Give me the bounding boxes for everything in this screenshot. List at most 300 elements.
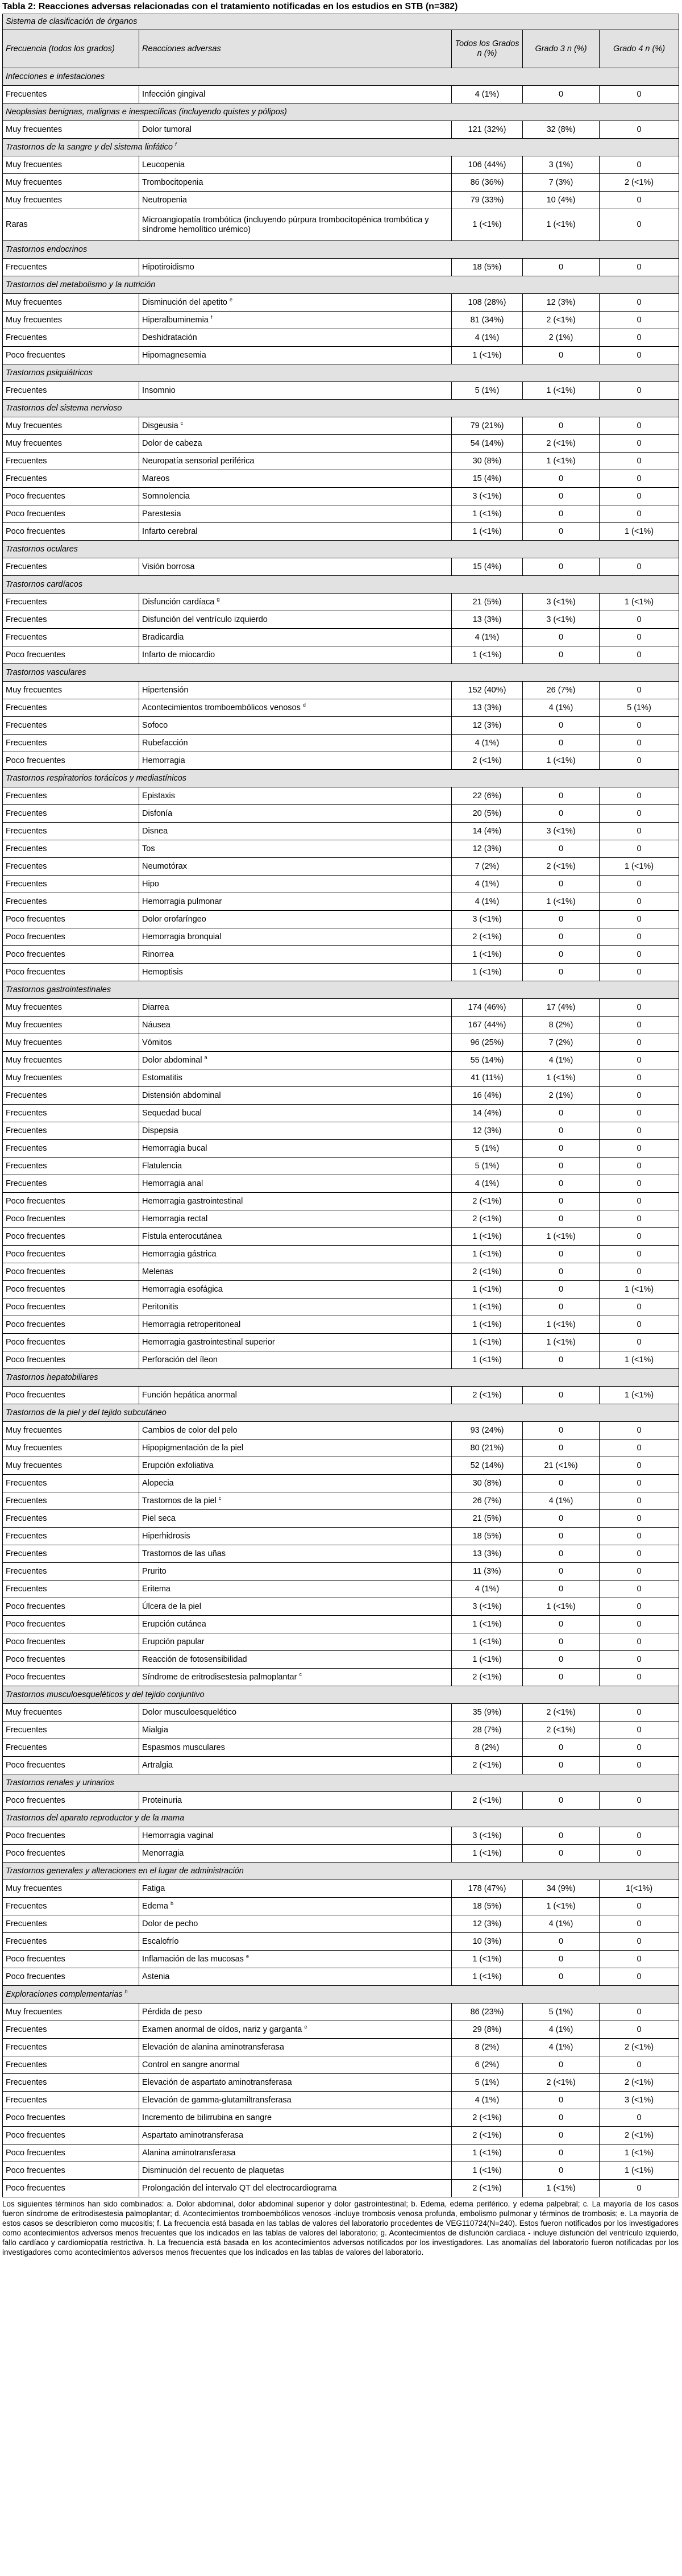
all-grades-cell: 4 (1%) — [452, 2092, 523, 2109]
table-row — [3, 1951, 679, 1968]
reaction-cell — [139, 2039, 452, 2056]
reaction-cell — [139, 805, 452, 823]
table-row — [3, 1757, 679, 1774]
grade-4-cell: 0 — [600, 911, 679, 928]
frequency-cell: Poco frecuentes — [3, 1651, 139, 1669]
reaction-cell — [139, 1722, 452, 1739]
reaction-cell — [139, 1457, 452, 1475]
reaction-cell — [139, 999, 452, 1017]
section-label: Trastornos renales y urinarios — [6, 1778, 114, 1787]
grade-4-cell: 0 — [600, 946, 679, 964]
reaction-label: Vómitos — [142, 1038, 172, 1047]
table-row — [3, 629, 679, 646]
table-row — [3, 1175, 679, 1193]
all-grades-cell: 3 (<1%) — [452, 1598, 523, 1616]
reaction-label: Náusea — [142, 1020, 170, 1030]
all-grades-cell: 21 (5%) — [452, 1510, 523, 1528]
grade-4-cell: 0 — [600, 1651, 679, 1669]
grade-3-cell: 1 (<1%) — [523, 893, 600, 911]
grade-4-cell: 0 — [600, 1034, 679, 1052]
reaction-label: Prolongación del intervalo QT del electrocardiograma — [142, 2183, 337, 2193]
reaction-cell — [139, 312, 452, 329]
reaction-label: Hemorragia — [142, 756, 185, 765]
table-row — [3, 1069, 679, 1087]
grade-4-cell: 2 (<1%) — [600, 2074, 679, 2092]
reaction-cell — [139, 294, 452, 312]
all-grades-cell: 96 (25%) — [452, 1034, 523, 1052]
section-label: Trastornos hepatobiliares — [6, 1372, 98, 1382]
all-grades-cell: 86 (23%) — [452, 2003, 523, 2021]
reaction-cell — [139, 2127, 452, 2144]
reaction-cell — [139, 1510, 452, 1528]
frequency-cell: Frecuentes — [3, 1545, 139, 1563]
reaction-cell — [139, 329, 452, 347]
all-grades-cell: 167 (44%) — [452, 1017, 523, 1034]
reaction-label: Hemorragia bronquial — [142, 932, 222, 941]
reaction-cell — [139, 2056, 452, 2074]
grade-4-cell: 0 — [600, 1193, 679, 1210]
reaction-cell — [139, 2180, 452, 2197]
frequency-cell: Poco frecuentes — [3, 2144, 139, 2162]
frequency-cell: Frecuentes — [3, 893, 139, 911]
reaction-cell — [139, 505, 452, 523]
grade-4-cell: 0 — [600, 382, 679, 400]
section-name — [3, 68, 679, 86]
reaction-cell — [139, 209, 452, 241]
frequency-cell: Muy frecuentes — [3, 999, 139, 1017]
all-grades-cell: 12 (3%) — [452, 1122, 523, 1140]
section-label: Trastornos del aparato reproductor y de la mama — [6, 1813, 185, 1823]
frequency-cell: Muy frecuentes — [3, 435, 139, 453]
footnote-marker: e — [304, 2023, 307, 2030]
all-grades-cell: 1 (<1%) — [452, 1316, 523, 1334]
table-row — [3, 893, 679, 911]
footnote-marker: c — [180, 420, 184, 426]
table-row — [3, 488, 679, 505]
table-row — [3, 594, 679, 611]
frequency-cell: Muy frecuentes — [3, 1704, 139, 1722]
grade-3-cell: 1 (<1%) — [523, 1228, 600, 1246]
frequency-cell: Poco frecuentes — [3, 1845, 139, 1862]
grade-4-cell: 2 (<1%) — [600, 174, 679, 192]
table-row — [3, 1845, 679, 1862]
all-grades-cell: 8 (2%) — [452, 2039, 523, 2056]
grade-3-cell: 21 (<1%) — [523, 1457, 600, 1475]
grade-4-cell: 0 — [600, 840, 679, 858]
frequency-cell: Poco frecuentes — [3, 946, 139, 964]
reaction-label: Hipotiroidismo — [142, 262, 194, 272]
frequency-cell: Frecuentes — [3, 2074, 139, 2092]
frequency-cell: Poco frecuentes — [3, 1334, 139, 1351]
grade-4-cell: 0 — [600, 1069, 679, 1087]
section-name — [3, 139, 679, 156]
frequency-cell: Frecuentes — [3, 2056, 139, 2074]
reaction-cell — [139, 699, 452, 717]
table-row — [3, 1193, 679, 1210]
all-grades-cell: 14 (4%) — [452, 823, 523, 840]
reaction-cell — [139, 1845, 452, 1862]
table-row — [3, 840, 679, 858]
grade-4-cell: 0 — [600, 347, 679, 364]
all-grades-cell: 93 (24%) — [452, 1422, 523, 1440]
section-label: Trastornos vasculares — [6, 667, 86, 677]
all-grades-cell: 11 (3%) — [452, 1563, 523, 1581]
reaction-cell — [139, 1440, 452, 1457]
table-row — [3, 699, 679, 717]
reaction-cell — [139, 1739, 452, 1757]
all-grades-cell: 5 (1%) — [452, 2074, 523, 2092]
grade-3-cell: 0 — [523, 1792, 600, 1810]
frequency-cell: Poco frecuentes — [3, 1263, 139, 1281]
grade-3-cell: 0 — [523, 1475, 600, 1492]
grade-4-cell: 0 — [600, 1545, 679, 1563]
section-name — [3, 276, 679, 294]
section-row — [3, 1862, 679, 1880]
all-grades-cell: 80 (21%) — [452, 1440, 523, 1457]
all-grades-cell: 14 (4%) — [452, 1105, 523, 1122]
table-row — [3, 86, 679, 103]
grade-4-cell: 0 — [600, 86, 679, 103]
frequency-cell: Poco frecuentes — [3, 1757, 139, 1774]
all-grades-cell: 26 (7%) — [452, 1492, 523, 1510]
reaction-cell — [139, 121, 452, 139]
grade-4-cell: 0 — [600, 2109, 679, 2127]
grade-4-cell: 0 — [600, 1739, 679, 1757]
table-row — [3, 611, 679, 629]
reaction-cell — [139, 1651, 452, 1669]
all-grades-cell: 5 (1%) — [452, 1140, 523, 1158]
header-reaction: Reacciones adversas — [139, 30, 452, 68]
section-row — [3, 276, 679, 294]
section-name — [3, 364, 679, 382]
reaction-label: Deshidratación — [142, 333, 197, 342]
reaction-cell — [139, 682, 452, 699]
reaction-label: Astenia — [142, 1972, 170, 1981]
reaction-cell — [139, 1158, 452, 1175]
table-row — [3, 1263, 679, 1281]
all-grades-cell: 12 (3%) — [452, 1915, 523, 1933]
all-grades-cell: 1 (<1%) — [452, 1633, 523, 1651]
section-name — [3, 1774, 679, 1792]
all-grades-cell: 4 (1%) — [452, 1175, 523, 1193]
grade-3-cell: 0 — [523, 1122, 600, 1140]
reaction-label: Hemoptisis — [142, 967, 183, 977]
all-grades-cell: 10 (3%) — [452, 1933, 523, 1951]
reaction-label: Hipopigmentación de la piel — [142, 1443, 244, 1453]
reaction-cell — [139, 382, 452, 400]
reaction-cell — [139, 1475, 452, 1492]
grade-3-cell: 1 (<1%) — [523, 752, 600, 770]
all-grades-cell: 18 (5%) — [452, 259, 523, 276]
section-label: Trastornos de la sangre y del sistema linfático — [6, 142, 173, 152]
reaction-label: Dolor de cabeza — [142, 438, 202, 448]
table-row — [3, 1140, 679, 1158]
grade-3-cell: 0 — [523, 1351, 600, 1369]
grade-4-cell: 0 — [600, 312, 679, 329]
section-name — [3, 576, 679, 594]
grade-4-cell: 0 — [600, 682, 679, 699]
all-grades-cell: 174 (46%) — [452, 999, 523, 1017]
footnote-marker: f — [210, 314, 213, 320]
grade-4-cell: 0 — [600, 1440, 679, 1457]
frequency-cell: Poco frecuentes — [3, 1669, 139, 1686]
grade-4-cell: 0 — [600, 1827, 679, 1845]
reaction-cell — [139, 523, 452, 541]
all-grades-cell: 81 (34%) — [452, 312, 523, 329]
all-grades-cell: 2 (<1%) — [452, 752, 523, 770]
grade-3-cell: 0 — [523, 928, 600, 946]
table-row — [3, 2180, 679, 2197]
frequency-cell: Frecuentes — [3, 1722, 139, 1739]
grade-4-cell: 0 — [600, 505, 679, 523]
reaction-label: Alanina aminotransferasa — [142, 2148, 236, 2158]
grade-3-cell: 1 (<1%) — [523, 1069, 600, 1087]
reaction-label: Síndrome de eritrodisestesia palmoplantar — [142, 1672, 297, 1682]
frequency-cell: Poco frecuentes — [3, 1598, 139, 1616]
grade-4-cell: 0 — [600, 329, 679, 347]
frequency-cell: Frecuentes — [3, 840, 139, 858]
reaction-label: Dispepsia — [142, 1126, 178, 1135]
reaction-cell — [139, 488, 452, 505]
grade-3-cell: 3 (<1%) — [523, 594, 600, 611]
grade-4-cell: 0 — [600, 1228, 679, 1246]
grade-3-cell: 4 (1%) — [523, 2039, 600, 2056]
grade-3-cell: 0 — [523, 1616, 600, 1633]
frequency-cell: Frecuentes — [3, 1475, 139, 1492]
grade-3-cell: 0 — [523, 1739, 600, 1757]
table-row — [3, 735, 679, 752]
all-grades-cell: 108 (28%) — [452, 294, 523, 312]
reaction-cell — [139, 1898, 452, 1915]
table-row — [3, 1281, 679, 1299]
grade-4-cell: 0 — [600, 1158, 679, 1175]
table-row — [3, 329, 679, 347]
adverse-reactions-table — [2, 14, 679, 2197]
all-grades-cell: 12 (3%) — [452, 840, 523, 858]
table-row — [3, 1616, 679, 1633]
all-grades-cell: 1 (<1%) — [452, 1246, 523, 1263]
reaction-cell — [139, 1034, 452, 1052]
all-grades-cell: 13 (3%) — [452, 1545, 523, 1563]
all-grades-cell: 1 (<1%) — [452, 505, 523, 523]
grade-4-cell: 3 (<1%) — [600, 2092, 679, 2109]
reaction-label: Dolor abdominal — [142, 1055, 202, 1065]
reaction-cell — [139, 594, 452, 611]
reaction-label: Hipertensión — [142, 685, 189, 695]
reaction-label: Dolor orofaríngeo — [142, 914, 206, 924]
grade-4-cell: 0 — [600, 1210, 679, 1228]
reaction-label: Rinorrea — [142, 949, 174, 959]
reaction-label: Hiperalbuminemia — [142, 315, 209, 325]
all-grades-cell: 18 (5%) — [452, 1898, 523, 1915]
reaction-label: Pérdida de peso — [142, 2007, 202, 2017]
grade-3-cell: 2 (1%) — [523, 329, 600, 347]
all-grades-cell: 106 (44%) — [452, 156, 523, 174]
reaction-label: Hipomagnesemia — [142, 350, 206, 360]
footnote-marker: e — [229, 296, 232, 302]
frequency-cell: Frecuentes — [3, 787, 139, 805]
grade-3-cell: 4 (1%) — [523, 1052, 600, 1069]
reaction-cell — [139, 1598, 452, 1616]
reaction-cell — [139, 717, 452, 735]
all-grades-cell: 12 (3%) — [452, 717, 523, 735]
grade-3-cell: 7 (2%) — [523, 1034, 600, 1052]
header-all-grades: Todos los Grados n (%) — [452, 30, 523, 68]
all-grades-cell: 16 (4%) — [452, 1087, 523, 1105]
table-row — [3, 1492, 679, 1510]
all-grades-cell: 4 (1%) — [452, 1581, 523, 1598]
grade-3-cell: 0 — [523, 964, 600, 981]
grade-4-cell: 0 — [600, 1492, 679, 1510]
table-row — [3, 1210, 679, 1228]
frequency-cell: Muy frecuentes — [3, 174, 139, 192]
grade-4-cell: 0 — [600, 964, 679, 981]
grade-4-cell: 0 — [600, 1316, 679, 1334]
reaction-label: Erupción exfoliativa — [142, 1461, 214, 1470]
reaction-label: Eritema — [142, 1584, 170, 1594]
section-name — [3, 1986, 679, 2003]
grade-4-cell: 1 (<1%) — [600, 1351, 679, 1369]
table-row — [3, 347, 679, 364]
section-row — [3, 364, 679, 382]
frequency-cell: Frecuentes — [3, 1158, 139, 1175]
grade-3-cell: 1 (<1%) — [523, 209, 600, 241]
reaction-cell — [139, 2162, 452, 2180]
table-row — [3, 964, 679, 981]
table-row — [3, 174, 679, 192]
all-grades-cell: 1 (<1%) — [452, 209, 523, 241]
grade-4-cell: 0 — [600, 1581, 679, 1598]
reaction-label: Peritonitis — [142, 1302, 178, 1312]
table-row — [3, 1669, 679, 1686]
table-row — [3, 928, 679, 946]
section-name — [3, 1810, 679, 1827]
all-grades-cell: 79 (33%) — [452, 192, 523, 209]
reaction-label: Estomatitis — [142, 1073, 182, 1082]
section-name — [3, 1862, 679, 1880]
table-row — [3, 259, 679, 276]
table-row — [3, 911, 679, 928]
grade-4-cell: 0 — [600, 611, 679, 629]
table-row — [3, 1968, 679, 1986]
reaction-cell — [139, 1017, 452, 1034]
frequency-cell: Frecuentes — [3, 1492, 139, 1510]
all-grades-cell: 5 (1%) — [452, 382, 523, 400]
grade-3-cell: 0 — [523, 1633, 600, 1651]
grade-4-cell: 0 — [600, 1175, 679, 1193]
reaction-cell — [139, 1122, 452, 1140]
header-frequency: Frecuencia (todos los grados) — [3, 30, 139, 68]
frequency-cell: Muy frecuentes — [3, 1017, 139, 1034]
reaction-label: Disminución del recuento de plaquetas — [142, 2166, 284, 2175]
reaction-label: Función hepática anormal — [142, 1390, 237, 1400]
table-row — [3, 1334, 679, 1351]
reaction-label: Sequedad bucal — [142, 1108, 202, 1118]
grade-3-cell: 34 (9%) — [523, 1880, 600, 1898]
frequency-cell: Poco frecuentes — [3, 1228, 139, 1246]
reaction-label: Úlcera de la piel — [142, 1602, 201, 1611]
grade-4-cell: 0 — [600, 1598, 679, 1616]
grade-4-cell: 0 — [600, 1616, 679, 1633]
all-grades-cell: 2 (<1%) — [452, 928, 523, 946]
all-grades-cell: 86 (36%) — [452, 174, 523, 192]
section-name — [3, 1686, 679, 1704]
reaction-cell — [139, 1968, 452, 1986]
table-row — [3, 1158, 679, 1175]
section-label: Trastornos del sistema nervioso — [6, 403, 122, 413]
grade-3-cell: 0 — [523, 417, 600, 435]
all-grades-cell: 15 (4%) — [452, 470, 523, 488]
reaction-label: Trombocitopenia — [142, 177, 203, 187]
grade-3-cell: 1 (<1%) — [523, 1316, 600, 1334]
reaction-cell — [139, 1105, 452, 1122]
footnote-marker: c — [218, 1495, 222, 1501]
reaction-cell — [139, 1193, 452, 1210]
grade-3-cell: 0 — [523, 1422, 600, 1440]
frequency-cell: Frecuentes — [3, 2039, 139, 2056]
grade-3-cell: 8 (2%) — [523, 1017, 600, 1034]
grade-3-cell: 0 — [523, 805, 600, 823]
frequency-cell: Poco frecuentes — [3, 2180, 139, 2197]
grade-3-cell: 5 (1%) — [523, 2003, 600, 2021]
reaction-label: Disgeusia — [142, 421, 178, 430]
footnote-marker: f — [174, 141, 177, 147]
grade-3-cell: 2 (1%) — [523, 1087, 600, 1105]
table-row — [3, 1246, 679, 1263]
grade-4-cell: 2 (<1%) — [600, 2039, 679, 2056]
section-row — [3, 541, 679, 558]
table-header-row — [3, 30, 679, 68]
grade-3-cell: 0 — [523, 1281, 600, 1299]
grade-4-cell: 1 (<1%) — [600, 2144, 679, 2162]
frequency-cell: Frecuentes — [3, 558, 139, 576]
frequency-cell: Muy frecuentes — [3, 417, 139, 435]
section-label: Trastornos respiratorios torácicos y mediastínicos — [6, 773, 187, 783]
grade-3-cell: 0 — [523, 1510, 600, 1528]
reaction-label: Fatiga — [142, 1884, 165, 1893]
grade-3-cell: 0 — [523, 1140, 600, 1158]
reaction-label: Infarto cerebral — [142, 526, 198, 536]
grade-4-cell: 0 — [600, 1845, 679, 1862]
grade-3-cell: 3 (<1%) — [523, 823, 600, 840]
grade-3-cell: 0 — [523, 523, 600, 541]
reaction-cell — [139, 192, 452, 209]
table-row — [3, 2127, 679, 2144]
reaction-label: Mialgia — [142, 1725, 168, 1735]
grade-4-cell: 0 — [600, 1334, 679, 1351]
frequency-cell: Poco frecuentes — [3, 1968, 139, 1986]
grade-3-cell: 0 — [523, 259, 600, 276]
grade-4-cell: 0 — [600, 192, 679, 209]
all-grades-cell: 121 (32%) — [452, 121, 523, 139]
all-grades-cell: 54 (14%) — [452, 435, 523, 453]
table-row — [3, 646, 679, 664]
reaction-cell — [139, 1633, 452, 1651]
table-row — [3, 2144, 679, 2162]
grade-3-cell: 0 — [523, 840, 600, 858]
frequency-cell: Frecuentes — [3, 1915, 139, 1933]
grade-4-cell: 0 — [600, 1915, 679, 1933]
frequency-cell: Poco frecuentes — [3, 646, 139, 664]
frequency-cell: Poco frecuentes — [3, 964, 139, 981]
reaction-cell — [139, 1351, 452, 1369]
reaction-cell — [139, 629, 452, 646]
grade-4-cell: 0 — [600, 646, 679, 664]
frequency-cell: Poco frecuentes — [3, 347, 139, 364]
reaction-cell — [139, 1087, 452, 1105]
table-row — [3, 1052, 679, 1069]
reaction-label: Infección gingival — [142, 89, 206, 99]
